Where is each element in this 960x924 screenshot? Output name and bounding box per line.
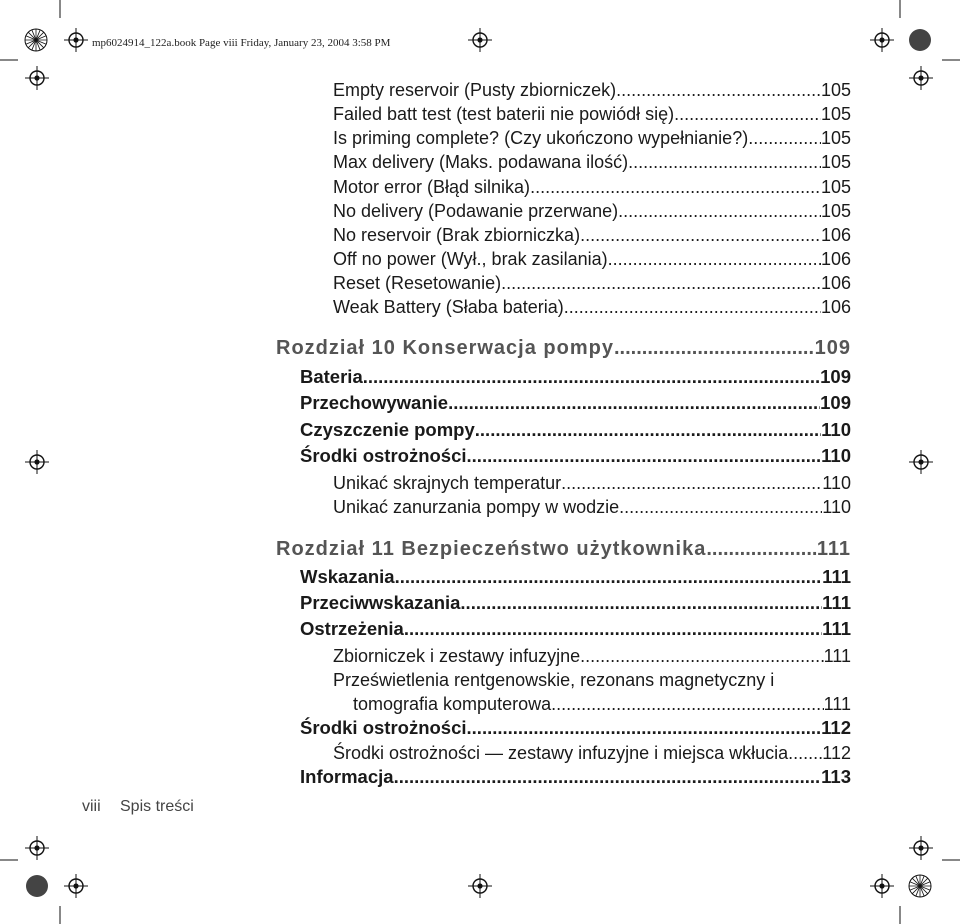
toc-page-number: 111 bbox=[823, 646, 851, 666]
leader-dots bbox=[475, 419, 821, 441]
leader-dots bbox=[448, 392, 820, 414]
toc-entry-text: No delivery (Podawanie przerwane) bbox=[333, 201, 619, 221]
toc-entry[interactable] bbox=[333, 177, 851, 198]
toc-entry[interactable] bbox=[333, 128, 851, 149]
toc-page-number: 105 bbox=[820, 177, 851, 197]
toc-section-text: Czyszczenie pompy bbox=[300, 419, 475, 440]
leader-dots bbox=[788, 743, 822, 764]
toc-entry-text: Środki ostrożności — zestawy infuzyjne i miejsca wkłucia bbox=[333, 743, 789, 763]
leader-dots bbox=[561, 473, 822, 494]
toc-entry-text: tomografia komputerowa bbox=[353, 694, 552, 714]
solid-circle-mark bbox=[909, 29, 931, 51]
toc-page-number: 110 bbox=[821, 445, 851, 466]
toc-entry-text: No reservoir (Brak zbiorniczka) bbox=[333, 225, 581, 245]
toc-section[interactable] bbox=[300, 717, 851, 739]
registration-mark bbox=[909, 836, 933, 860]
toc-section[interactable] bbox=[300, 445, 851, 467]
toc-page-number: 110 bbox=[821, 419, 851, 440]
toc-chapter-11[interactable] bbox=[276, 538, 851, 561]
solid-circle-mark bbox=[26, 875, 48, 897]
toc-chapter-10[interactable] bbox=[276, 337, 851, 360]
toc-page-number: 106 bbox=[820, 225, 851, 245]
footer-section-title: Spis treści bbox=[120, 798, 194, 815]
leader-dots bbox=[467, 445, 822, 467]
toc-entry-text: Max delivery (Maks. podawana ilość) bbox=[333, 152, 629, 172]
registration-mark bbox=[468, 874, 492, 898]
toc-entry[interactable] bbox=[333, 201, 851, 222]
toc-section[interactable] bbox=[300, 766, 851, 788]
toc-page-number: 105 bbox=[820, 80, 851, 100]
leader-dots bbox=[619, 497, 822, 518]
toc-page-number: 106 bbox=[820, 249, 851, 269]
leader-dots bbox=[395, 566, 823, 588]
registration-mark bbox=[64, 874, 88, 898]
leader-dots bbox=[706, 538, 817, 561]
toc-entry[interactable] bbox=[333, 646, 851, 667]
toc-page-number: 111 bbox=[822, 566, 851, 587]
toc-page-number: 112 bbox=[822, 743, 851, 763]
toc-page-number: 110 bbox=[822, 497, 851, 517]
toc-chapter-text: Rozdział 11 Bezpieczeństwo użytkownika bbox=[276, 538, 707, 560]
footer-folio: viii bbox=[82, 798, 101, 815]
leader-dots bbox=[580, 646, 824, 667]
registration-mark bbox=[25, 836, 49, 860]
toc-section-text: Środki ostrożności bbox=[300, 717, 467, 738]
leader-dots bbox=[580, 225, 821, 246]
toc-page-number: 106 bbox=[820, 273, 851, 293]
toc-page-number: 113 bbox=[821, 766, 851, 787]
toc-entry-text: Empty reservoir (Pusty zbiorniczek) bbox=[333, 80, 617, 100]
toc-section[interactable] bbox=[300, 392, 851, 414]
leader-dots bbox=[748, 128, 821, 149]
leader-dots bbox=[363, 366, 820, 388]
leader-dots bbox=[460, 592, 822, 614]
toc-page-number: 105 bbox=[820, 201, 851, 221]
toc-page-number: 111 bbox=[816, 538, 851, 560]
leader-dots bbox=[614, 337, 815, 360]
toc-entry[interactable] bbox=[333, 249, 851, 270]
toc-entry[interactable] bbox=[333, 225, 851, 246]
toc-section[interactable] bbox=[300, 566, 851, 588]
leader-dots bbox=[501, 273, 821, 294]
leader-dots bbox=[608, 249, 821, 270]
toc-entry-text: Unikać skrajnych temperatur bbox=[333, 473, 562, 493]
registration-mark bbox=[25, 450, 49, 474]
registration-mark bbox=[870, 874, 894, 898]
registration-mark bbox=[909, 66, 933, 90]
toc-section-text: Przeciwwskazania bbox=[300, 592, 461, 613]
toc-entry[interactable] bbox=[333, 497, 851, 518]
toc-entry[interactable] bbox=[333, 297, 851, 318]
toc-entry-line1[interactable]: Prześwietlenia rentgenowskie, rezonans magnetyczny i bbox=[333, 670, 775, 690]
toc-page-number: 112 bbox=[821, 717, 851, 738]
toc-entry-text: Weak Battery (Słaba bateria) bbox=[333, 297, 564, 317]
toc-entry[interactable] bbox=[333, 473, 851, 494]
leader-dots bbox=[616, 80, 821, 101]
toc-entry-text: Is priming complete? (Czy ukończono wypełnianie?) bbox=[333, 128, 749, 148]
registration-mark bbox=[909, 450, 933, 474]
leader-dots bbox=[530, 177, 821, 198]
starburst-mark bbox=[909, 875, 931, 897]
toc-page-number: 105 bbox=[820, 152, 851, 172]
toc-section-text: Wskazania bbox=[300, 566, 395, 587]
leader-dots bbox=[394, 766, 822, 788]
registration-mark bbox=[64, 28, 88, 52]
leader-dots bbox=[404, 618, 822, 640]
starburst-mark bbox=[25, 29, 47, 51]
leader-dots bbox=[467, 717, 822, 739]
toc-page-number: 105 bbox=[820, 128, 851, 148]
toc-page-number: 109 bbox=[814, 337, 851, 359]
leader-dots bbox=[674, 104, 821, 125]
toc-entry[interactable] bbox=[333, 80, 851, 101]
toc-section-text: Środki ostrożności bbox=[300, 445, 467, 466]
leader-dots bbox=[618, 201, 821, 222]
toc-entry-text: Zbiorniczek i zestawy infuzyjne bbox=[333, 646, 581, 666]
toc-page-number: 110 bbox=[822, 473, 851, 493]
toc-page-number: 105 bbox=[820, 104, 851, 124]
toc-section[interactable] bbox=[300, 592, 851, 614]
toc-page-number: 106 bbox=[820, 297, 851, 317]
toc-entry[interactable] bbox=[353, 694, 851, 715]
registration-mark bbox=[870, 28, 894, 52]
toc-entry-text: Off no power (Wył., brak zasilania) bbox=[333, 249, 608, 269]
toc-section[interactable] bbox=[300, 618, 851, 640]
print-slug: mp6024914_122a.book Page viii Friday, January 23, 2004 3:58 PM bbox=[92, 37, 391, 49]
leader-dots bbox=[628, 152, 821, 173]
toc-page-number: 111 bbox=[823, 694, 851, 714]
toc-entry-text: Unikać zanurzania pompy w wodzie bbox=[333, 497, 620, 517]
toc-entry-text: Failed batt test (test baterii nie powiódł się) bbox=[333, 104, 675, 124]
toc-entry[interactable] bbox=[333, 743, 851, 764]
registration-mark bbox=[25, 66, 49, 90]
toc-page-number: 111 bbox=[822, 592, 851, 613]
toc-entry-text: Motor error (Błąd silnika) bbox=[333, 177, 531, 197]
toc-entry[interactable] bbox=[333, 273, 851, 294]
toc-page-number: 109 bbox=[820, 366, 851, 387]
toc-chapter-text: Rozdział 10 Konserwacja pompy bbox=[276, 337, 614, 359]
toc-section-text: Bateria bbox=[300, 366, 363, 387]
toc-page-number: 109 bbox=[820, 392, 851, 413]
toc-section-text: Przechowywanie bbox=[300, 392, 449, 413]
toc-page-number: 111 bbox=[822, 618, 851, 639]
toc-section[interactable] bbox=[300, 419, 851, 441]
toc-section[interactable] bbox=[300, 366, 851, 388]
toc-entry-text: Reset (Resetowanie) bbox=[333, 273, 502, 293]
leader-dots bbox=[564, 297, 821, 318]
registration-mark bbox=[468, 28, 492, 52]
toc-entry[interactable] bbox=[333, 104, 851, 125]
toc-section-text: Ostrzeżenia bbox=[300, 618, 404, 639]
leader-dots bbox=[551, 694, 824, 715]
toc-entry[interactable] bbox=[333, 152, 851, 173]
toc-section-text: Informacja bbox=[300, 766, 394, 787]
